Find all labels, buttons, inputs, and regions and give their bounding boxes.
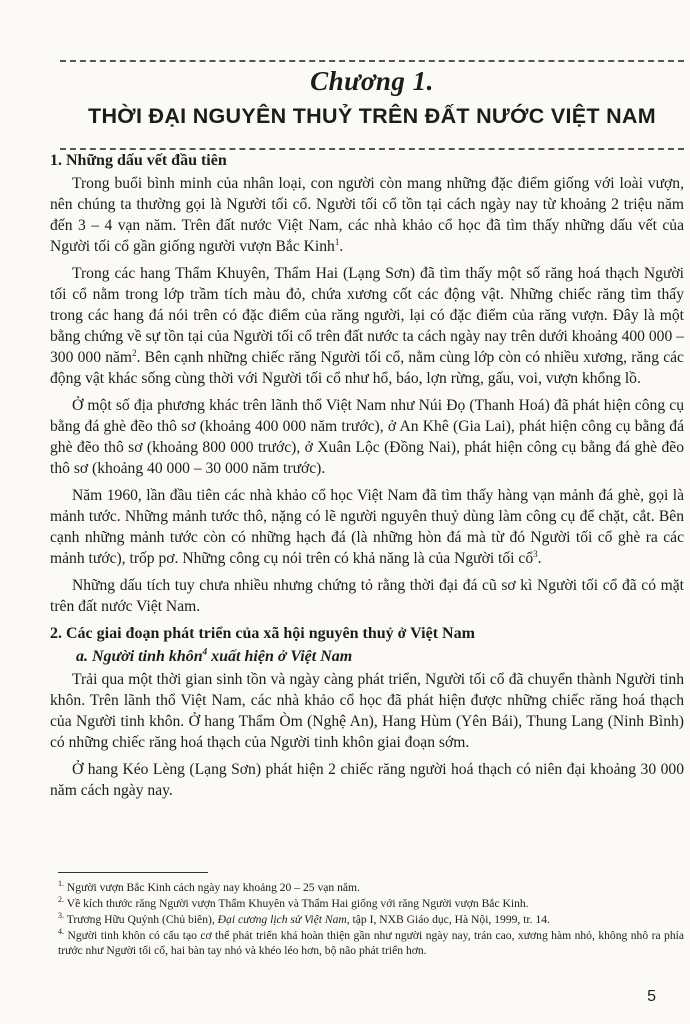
- footnote-item: $^{3.}$ Trương Hữu Quýnh (Chủ biên), Đại cương lịch sử Việt Nam, tập I, NXB Giáo dục, Hà Nội, 1999, tr. 14.: [58, 911, 550, 926]
- footnote-divider: [58, 872, 208, 873]
- footnote-item: $^{2.}$ Về kích thước răng Người vượn Thẩm Khuyên và Thẩm Hai giống với răng Người vượn Bắc Kinh.: [58, 895, 529, 910]
- paragraph: Ở hang Kéo Lèng (Lạng Sơn) phát hiện 2 chiếc răng người hoá thạch có niên đại khoảng 30 000 năm cách ngày nay.: [50, 761, 684, 799]
- chapter-number: Chương 1.: [310, 66, 434, 96]
- subsection-a-heading: a. Người tinh khôn$^4$ xuất hiện ở Việt Nam: [76, 646, 353, 665]
- footnote-ref: 3: [533, 548, 538, 559]
- paragraph: Ở một số địa phương khác trên lãnh thổ Việt Nam như Núi Đọ (Thanh Hoá) đã phát hiện công cụ bằng đá ghè đẽo thô sơ (khoảng 400 000 năm trước), ở An Khê (Gia Lai), phát hiện công cụ bằng đá ghè đẽo thô sơ (khoảng 800 000 trước), ở Xuân Lộc (Đồng Nai), phát hiện công cụ bằng đá ghè đẽo thô sơ (khoảng 40 000 – 30 000 năm trước).: [50, 397, 684, 477]
- footnote-ref: 2: [132, 347, 137, 358]
- chapter-header: [60, 60, 684, 150]
- paragraph: Trong các hang Thẩm Khuyên, Thẩm Hai (Lạng Sơn) đã tìm thấy một số răng hoá thạch Người tối cổ nằm trong lớp trầm tích màu đỏ, chứa xương cốt các động vật. Những chiếc răng tìm thấy trong các hang đá nói trên có đặc điểm của răng người, lại có đặc điểm của răng vượn. Đây là một bằng chứng về sự tồn tại của Người tối cổ trên đất nước ta cách ngày nay trên dưới khoảng 400 000 – 300 000 năm$^2$. Bên cạnh những chiếc răng Người tối cổ, nằm cùng lớp còn có nhiều xương, răng các động vật khác sống cùng thời với Người tối cổ như hổ, báo, lợn rừng, gấu, voi, vượn khổng lồ.: [50, 265, 684, 387]
- paragraph: Trải qua một thời gian sinh tồn và ngày càng phát triển, Người tối cổ đã chuyển thành Người tinh khôn. Trên lãnh thổ Việt Nam, các nhà khảo cổ học đã phát hiện được những chiếc răng hoá thạch của Người tinh khôn. Ở hang Thẩm Òm (Nghệ An), Hang Hùm (Yên Bái), Thung Lang (Ninh Bình) có những chiếc răng hoá thạch của Người tinh khôn giai đoạn sớm.: [50, 671, 684, 751]
- paragraph: Trong buổi bình minh của nhân loại, con người còn mang những đặc điểm giống với loài vượn, nên chúng ta thường gọi là Người tối cổ. Người tối cổ tồn tại cách ngày nay từ khoảng 2 triệu năm đến 3 – 4 vạn năm. Trên đất nước Việt Nam, các nhà khảo cổ học đã tìm thấy những dấu vết của Người tối cổ gần giống người vượn Bắc Kinh$^1$.: [50, 175, 684, 255]
- section-2-heading: 2. Các giai đoạn phát triển của xã hội nguyên thuỷ ở Việt Nam: [50, 625, 475, 642]
- footnote-ref: 1: [334, 236, 340, 247]
- footnote-item: $^{4.}$ Người tinh khôn có cấu tạo cơ thể phát triển khá hoàn thiện gần như người ngày nay, trán cao, xương hàm nhỏ, không nhô ra phía trước như Người tối cổ, hai bàn tay nhỏ và khéo léo hơn, bộ não phát triển hơn.: [58, 927, 684, 957]
- section-1-heading: 1. Những dấu vết đầu tiên: [50, 152, 227, 169]
- paragraph: Năm 1960, lần đầu tiên các nhà khảo cổ học Việt Nam đã tìm thấy hàng vạn mảnh đá ghè, gọi là mảnh tước. Những mảnh tước thô, nặng có lẽ người nguyên thuỷ dùng làm công cụ để chặt, cắt. Bên cạnh những mảnh tước còn có những hạch đá (là những hòn đá mà từ đó Người tối cổ ghè ra các mảnh tước), trốp pơ. Những công cụ nói trên có khả năng là của Người tối cổ$^3$.: [50, 487, 684, 567]
- paragraph: Những dấu tích tuy chưa nhiều nhưng chứng tỏ rằng thời đại đá cũ sơ kì Người tối cổ đã có mặt trên đất nước Việt Nam.: [50, 577, 684, 615]
- footnotes: [58, 880, 684, 959]
- footnote-item: $^{1.}$ Người vượn Bắc Kinh cách ngày nay khoảng 20 – 25 vạn năm.: [58, 879, 360, 894]
- page-body: [50, 150, 684, 807]
- chapter-title: THỜI ĐẠI NGUYÊN THUỶ TRÊN ĐẤT NƯỚC VIỆT NAM: [88, 104, 656, 128]
- footnote-ref: 4: [202, 646, 208, 657]
- page-number: 5: [647, 988, 656, 1005]
